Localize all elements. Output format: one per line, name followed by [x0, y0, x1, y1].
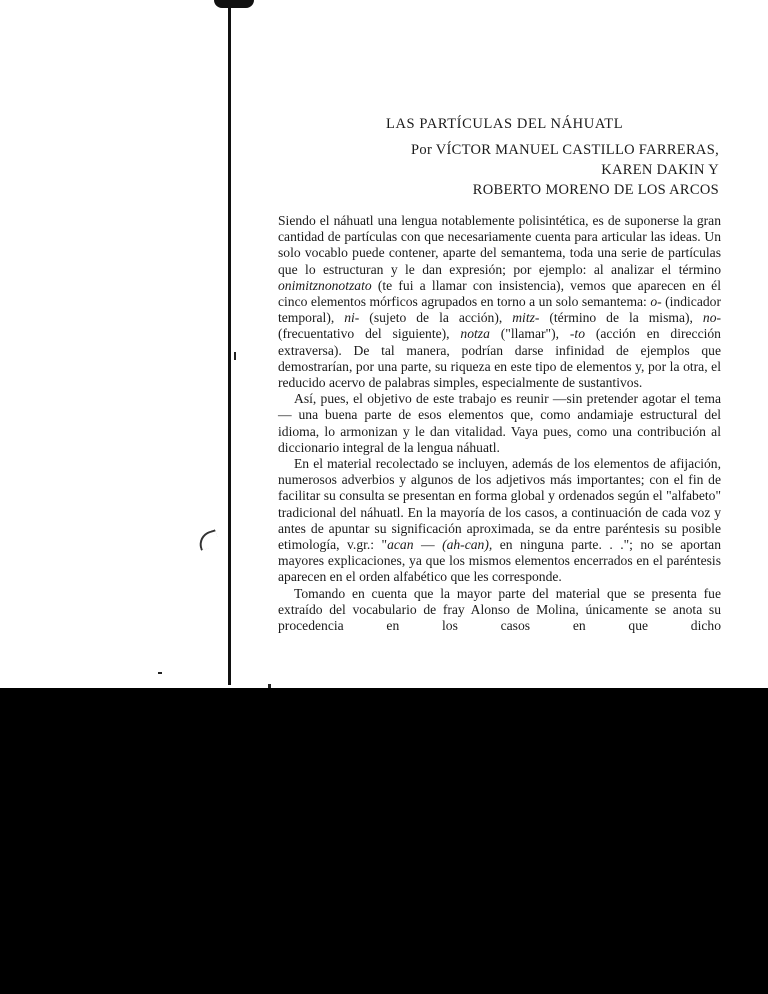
article-body [278, 213, 721, 634]
scan-pencil-mark [196, 529, 220, 550]
nahuatl-term: ni- [344, 310, 360, 326]
paragraph [278, 391, 721, 456]
text-run: (acción en dirección extraversa). De tal manera, podrían darse infinidad de ejemplos que demostrarían, por una parte, su riqueza en este tipo de elementos y, por la otra, el reducido acervo de palabras simples, especialmente de sustantivos. [278, 326, 721, 391]
paragraph [278, 456, 721, 586]
text-run: (término de la misma), [539, 310, 703, 326]
text-run: Tomando en cuenta que la mayor parte del material que se presenta fue extraído del vocabulario de fray Alonso de Molina, únicamente se anota su procedencia en los casos en que dicho [278, 585, 721, 634]
text-run: Siendo el náhuatl una lengua notablemente polisintética, es de suponerse la gran cantidad de partículas con que necesariamente cuenta para articular las ideas. Un solo vocablo puede contener, aparte del semantema, toda una serie de partículas que lo estructuran y le dan expresión; por ejemplo: al analizar el término [278, 213, 721, 277]
text-run: — [413, 537, 443, 553]
text-run: (te fui a llamar con insistencia), vemos que aparecen en él cinco elementos mórficos agrupados en torno a un solo semantema: [278, 277, 721, 310]
scan-binding-edge [228, 0, 231, 685]
byline-authors-line-3: ROBERTO MORENO DE LOS ARCOS [472, 182, 719, 198]
paragraph [278, 213, 721, 391]
nahuatl-term: o- [650, 294, 662, 310]
nahuatl-term: acan [387, 537, 414, 553]
nahuatl-term: no- [702, 310, 722, 326]
text-run: Así, pues, el objetivo de este trabajo es reunir —sin pretender agotar el tema— una buena parte de esos elementos que, como andamiaje estructural del idioma, lo armonizan y le dan vitalidad. Vaya pues, como una contribución al diccionario integral de la lengua náhuatl. [278, 391, 721, 455]
nahuatl-term: mitz- [512, 310, 540, 326]
byline-authors-line-2: KAREN DAKIN Y [601, 162, 719, 178]
article-title: LAS PARTÍCULAS DEL NÁHUATL [386, 116, 624, 132]
nahuatl-term: notza [460, 326, 490, 342]
nahuatl-term: onimitznonotzato [278, 277, 372, 293]
scan-speck [234, 352, 236, 360]
scan-speck [158, 672, 162, 674]
nahuatl-term: (ah-can), [442, 537, 493, 553]
paragraph [278, 586, 721, 635]
text-run: ("llamar"), [489, 326, 570, 342]
text-run: (indicador temporal), [278, 294, 721, 326]
text-run: En el material recolectado se incluyen, además de los elementos de afijación, numerosos adverbios y algunos de los adjetivos más importantes; con el fin de facilitar su consulta se presentan en forma global y ordenados según el "alfabeto" tradicional del náhuatl. En la mayoría de los casos, a continuación de cada voz y antes de apuntar su significación aproximada, se da entre paréntesis su posible etimología, v.gr.: " [278, 456, 721, 553]
nahuatl-term: -to [569, 326, 585, 342]
scan-black-area [0, 688, 768, 994]
text-run: en ninguna parte. . ."; no se aportan mayores explicaciones, ya que los mismos elementos encerrados en el paréntesis aparecen en el orden alfabético que les corresponde. [278, 537, 721, 585]
scan-artifact-top [214, 0, 254, 8]
text-run: (sujeto de la acción), [359, 310, 513, 326]
text-run: (frecuentativo del siguiente), [278, 326, 461, 342]
byline-authors-line-1: Por VÍCTOR MANUEL CASTILLO FARRERAS, [411, 142, 719, 158]
